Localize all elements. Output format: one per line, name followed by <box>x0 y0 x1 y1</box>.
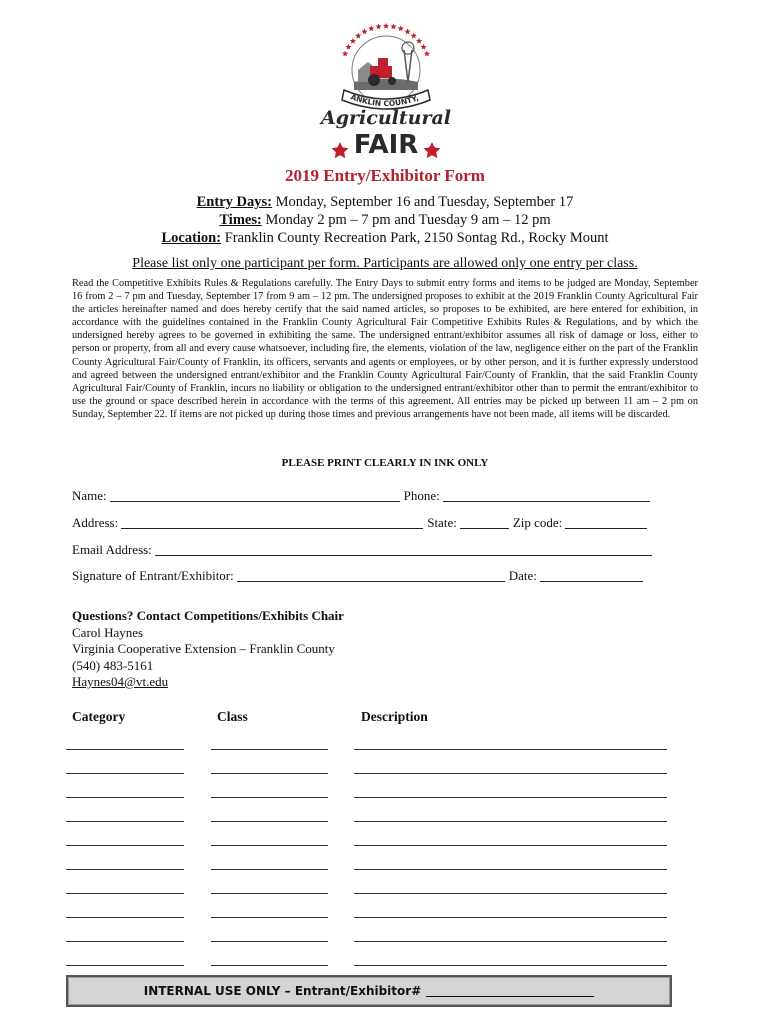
logo-arc-star <box>345 44 351 50</box>
logo-star-left <box>332 142 349 158</box>
class-column-header: Class <box>217 709 248 724</box>
times-value: Monday 2 pm – 7 pm and Tuesday 9 am – 12 pm <box>265 212 551 228</box>
logo-arc-star <box>416 38 422 44</box>
class-entry-line[interactable] <box>211 845 328 846</box>
entry-days-line <box>0 194 770 211</box>
logo-star-right <box>424 142 441 158</box>
logo-arc-star <box>421 44 427 50</box>
fair-logo <box>318 20 454 160</box>
class-entry-line[interactable] <box>211 893 328 894</box>
contact-heading: Questions? Contact Competitions/Exhibits Chair <box>72 608 344 623</box>
category-entry-line[interactable] <box>66 917 184 918</box>
logo-arc-star <box>405 28 411 34</box>
state-label: State: <box>427 515 457 530</box>
description-entry-line[interactable] <box>354 917 667 918</box>
class-entry-line[interactable] <box>211 773 328 774</box>
participant-notice: Please list only one participant per form. Participants are allowed only one entry per class. <box>132 256 638 271</box>
logo-arc-star <box>390 23 396 29</box>
logo-arc-star <box>375 23 381 29</box>
form-title: 2019 Entry/Exhibitor Form <box>285 166 485 185</box>
logo-arc-star <box>424 51 430 57</box>
class-entry-line[interactable] <box>211 965 328 966</box>
internal-use-label: INTERNAL USE ONLY – Entrant/Exhibitor# <box>143 984 422 998</box>
description-entry-line[interactable] <box>354 845 667 846</box>
times-line <box>0 212 770 229</box>
logo-arc-star <box>355 33 361 39</box>
description-entry-line[interactable] <box>354 869 667 870</box>
entry-days-label: Entry Days: <box>196 194 272 210</box>
logo-arc-star <box>398 25 404 31</box>
class-entry-line[interactable] <box>211 869 328 870</box>
email-label: Email Address: <box>72 542 152 557</box>
logo-arc-star <box>411 33 417 39</box>
zip-label: Zip code: <box>512 515 563 530</box>
phone-field[interactable] <box>443 489 650 502</box>
class-entry-line[interactable] <box>211 821 328 822</box>
fair-logo-graphic <box>318 20 454 160</box>
category-column-header: Category <box>72 709 126 724</box>
description-entry-line[interactable] <box>354 749 667 750</box>
logo-arc-star <box>368 25 374 31</box>
logo-arc-star <box>361 28 367 34</box>
name-field[interactable] <box>110 489 400 502</box>
category-entry-line[interactable] <box>66 869 184 870</box>
signature-field[interactable] <box>237 569 505 582</box>
location-value: Franklin County Recreation Park, 2150 Sontag Rd., Rocky Mount <box>224 230 609 246</box>
description-entry-line[interactable] <box>354 893 667 894</box>
date-label: Date: <box>508 568 537 583</box>
signature-row <box>72 566 662 584</box>
logo-banner-text: ANKLIN COUNTY, <box>349 92 420 109</box>
logo-fair-text: FAIR <box>353 130 419 160</box>
description-entry-line[interactable] <box>354 821 667 822</box>
entrant-number-field[interactable] <box>426 985 594 997</box>
description-entry-line[interactable] <box>354 773 667 774</box>
address-field[interactable] <box>121 516 423 529</box>
logo-arc-star <box>342 51 348 57</box>
class-entry-line[interactable] <box>211 941 328 942</box>
contact-email-link[interactable]: Haynes04@vt.edu <box>72 674 169 689</box>
description-entry-line[interactable] <box>354 965 667 966</box>
category-entry-line[interactable] <box>66 893 184 894</box>
zip-field[interactable] <box>565 516 647 529</box>
class-entry-line[interactable] <box>211 917 328 918</box>
internal-use-box <box>66 975 672 1007</box>
contact-phone: (540) 483-5161 <box>72 657 154 673</box>
category-entry-line[interactable] <box>66 749 184 750</box>
category-entry-line[interactable] <box>66 797 184 798</box>
category-entry-line[interactable] <box>66 845 184 846</box>
signature-label: Signature of Entrant/Exhibitor: <box>72 568 234 583</box>
state-field[interactable] <box>460 516 509 529</box>
class-entry-line[interactable] <box>211 797 328 798</box>
email-row <box>72 540 662 558</box>
category-entry-line[interactable] <box>66 965 184 966</box>
name-phone-row <box>72 486 662 504</box>
category-entry-line[interactable] <box>66 821 184 822</box>
category-entry-line[interactable] <box>66 941 184 942</box>
description-column-header: Description <box>361 709 428 724</box>
phone-label: Phone: <box>403 488 440 503</box>
rules-paragraph: Read the Competitive Exhibits Rules & Regulations carefully. The Entry Days to submit entry forms and items to be judged are Monday, September 16 from 2 – 7 pm and Tuesday, September 17 from 9 am – 12 pm. The undersigned proposes to exhibit at the 2019 Franklin County Agricultural Fair the articles hereinafter named and does hereby certify that the said named articles, so proposes to be exhibited, are here entered for exhibition, in accordance with the guidelines contained in the Franklin County Agricultural Fair Competitive Exhibits Rules & Regulations, and by which the undersigned hereby agrees to be governed in exhibiting the same. The undersigned entrant/exhibitor assumes all risk of damage or loss, either to person or property, from all and every cause whatsoever, including fire, the elements, violation of the law, negligence either on the part of the Franklin County Agricultural Fair/County of Franklin, its officers, servants and agents or employees, or by other person, and it is further expressly understood and agreed between the undersigned entrant/exhibitor and the Franklin County Agricultural Fair/County of Franklin, that the said Franklin County Agricultural Fair/County of Franklin, incurs no liability or obligation to the undersigned entrant/exhibitor other than to permit the entrant/exhibitor to use the ground or space described herein in accordance with the terms of this agreement. All entries may be picked up between 11 am – 2 pm on Sunday, September 22. If items are not picked up during those times and previous arrangements have not been made, all items will be discarded. <box>72 278 698 420</box>
logo-agricultural-text: Agricultural <box>321 107 451 129</box>
location-line <box>0 230 770 247</box>
category-entry-line[interactable] <box>66 773 184 774</box>
class-entry-line[interactable] <box>211 749 328 750</box>
description-entry-line[interactable] <box>354 941 667 942</box>
address-row <box>72 513 662 531</box>
contact-name: Carol Haynes <box>72 624 144 640</box>
logo-arc-star <box>383 23 389 29</box>
email-field[interactable] <box>155 543 652 556</box>
entry-days-value: Monday, September 16 and Tuesday, September 17 <box>275 194 574 210</box>
address-label: Address: <box>72 515 119 530</box>
location-label: Location: <box>161 230 222 246</box>
print-clearly-instruction: PLEASE PRINT CLEARLY IN INK ONLY <box>281 457 489 469</box>
date-field[interactable] <box>540 569 643 582</box>
contact-organization: Virginia Cooperative Extension – Franklin County <box>72 641 335 656</box>
description-entry-line[interactable] <box>354 797 667 798</box>
name-label: Name: <box>72 488 107 503</box>
contact-block <box>72 608 344 691</box>
times-label: Times: <box>219 212 262 228</box>
logo-arc-star <box>350 38 356 44</box>
